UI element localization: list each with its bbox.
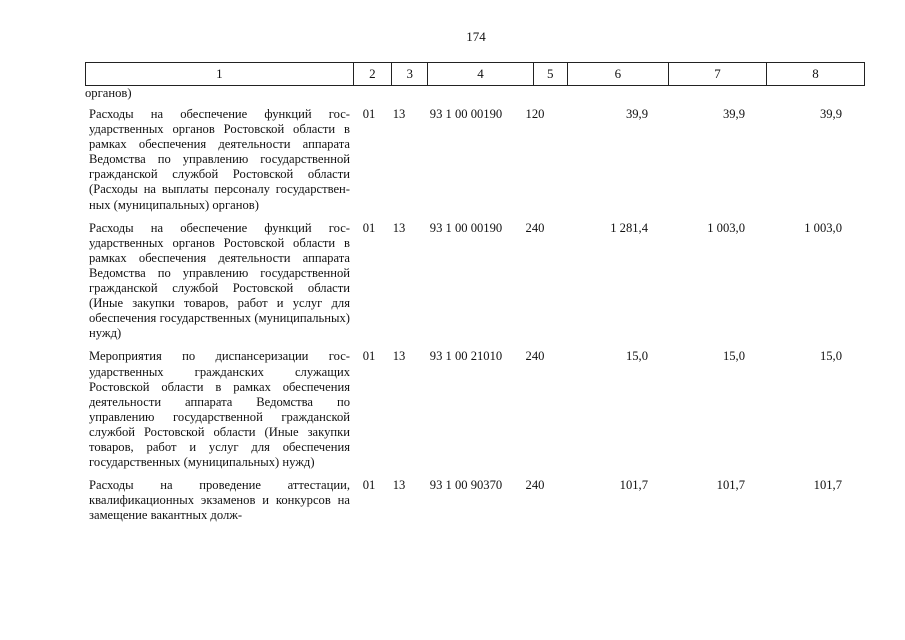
row-expense-type: 240 — [525, 349, 545, 364]
row-section-code: 01 — [362, 220, 376, 235]
row-target-article: 93 1 00 21010 — [429, 349, 503, 364]
row-description: Расходы на проведение аттестации, квалификационных экзаменов и конкурсов на замещение вакантных долж- — [89, 478, 350, 523]
row-amount-col8: 15,0 — [819, 349, 842, 364]
column-header-7: 7 — [668, 63, 766, 86]
row-amount-col8: 101,7 — [813, 478, 842, 493]
row-target-article: 93 1 00 00190 — [429, 107, 503, 121]
row-subsection-code: 13 — [392, 349, 406, 364]
row-amount-col8: 1 003,0 — [804, 220, 842, 235]
column-header-5: 5 — [533, 63, 567, 86]
column-header-table — [85, 62, 865, 86]
row-amount-col6: 15,0 — [625, 349, 648, 364]
row-amount-col7: 1 003,0 — [707, 220, 745, 235]
row-amount-col7: 39,9 — [722, 107, 745, 121]
row-expense-type: 240 — [525, 478, 545, 493]
continuation-text: органов) — [85, 86, 132, 100]
row-amount-col6: 101,7 — [619, 478, 648, 493]
table-row — [85, 221, 865, 342]
row-subsection-code: 13 — [392, 107, 406, 121]
row-subsection-code: 13 — [392, 220, 406, 235]
row-amount-col8: 39,9 — [819, 107, 842, 121]
row-section-code: 01 — [362, 107, 376, 121]
column-header-8: 8 — [766, 63, 864, 86]
column-header-6: 6 — [567, 63, 668, 86]
column-header-4: 4 — [428, 63, 533, 86]
table-body — [85, 86, 865, 531]
row-section-code: 01 — [362, 478, 376, 493]
column-header-1: 1 — [86, 63, 354, 86]
row-subsection-code: 13 — [392, 478, 406, 493]
row-amount-col7: 15,0 — [722, 349, 745, 364]
row-amount-col7: 101,7 — [716, 478, 745, 493]
table-row — [85, 478, 865, 523]
column-header-2: 2 — [353, 63, 391, 86]
row-amount-col6: 39,9 — [625, 107, 648, 121]
row-expense-type: 240 — [525, 220, 545, 235]
table-row — [85, 107, 865, 213]
page-number: 174 — [466, 29, 486, 44]
table-row — [85, 349, 865, 470]
column-header-row — [86, 63, 865, 86]
column-header-3: 3 — [392, 63, 428, 86]
row-amount-col6: 1 281,4 — [610, 220, 648, 235]
row-description: Расходы на обеспечение функций государственных органов Ростовской области в рамках обеспечения деятельности аппарата Ведомства по управлению государственной гражданской службой Ростовской области (Расходы на выплаты персоналу государственных (муниципальных) органов) — [89, 107, 350, 212]
row-target-article: 93 1 00 00190 — [429, 220, 503, 235]
row-description: Мероприятия по диспансеризации государственных гражданских служащих Ростовской области в рамках обеспечения деятельности аппарата Ведомства по управлению государственной гражданской службой Ростовской области (Иные закупки товаров, работ и услуг для обеспечения государственных (муниципальных) нужд) — [89, 349, 350, 470]
row-description: Расходы на обеспечение функций государственных органов Ростовской области в рамках обеспечения деятельности аппарата Ведомства по управлению государственной гражданской службой Ростовской области (Иные закупки товаров, работ и услуг для обеспечения государственных (муниципальных) нужд) — [89, 220, 350, 341]
row-section-code: 01 — [362, 349, 376, 364]
row-target-article: 93 1 00 90370 — [429, 478, 503, 493]
row-expense-type: 120 — [525, 107, 545, 121]
